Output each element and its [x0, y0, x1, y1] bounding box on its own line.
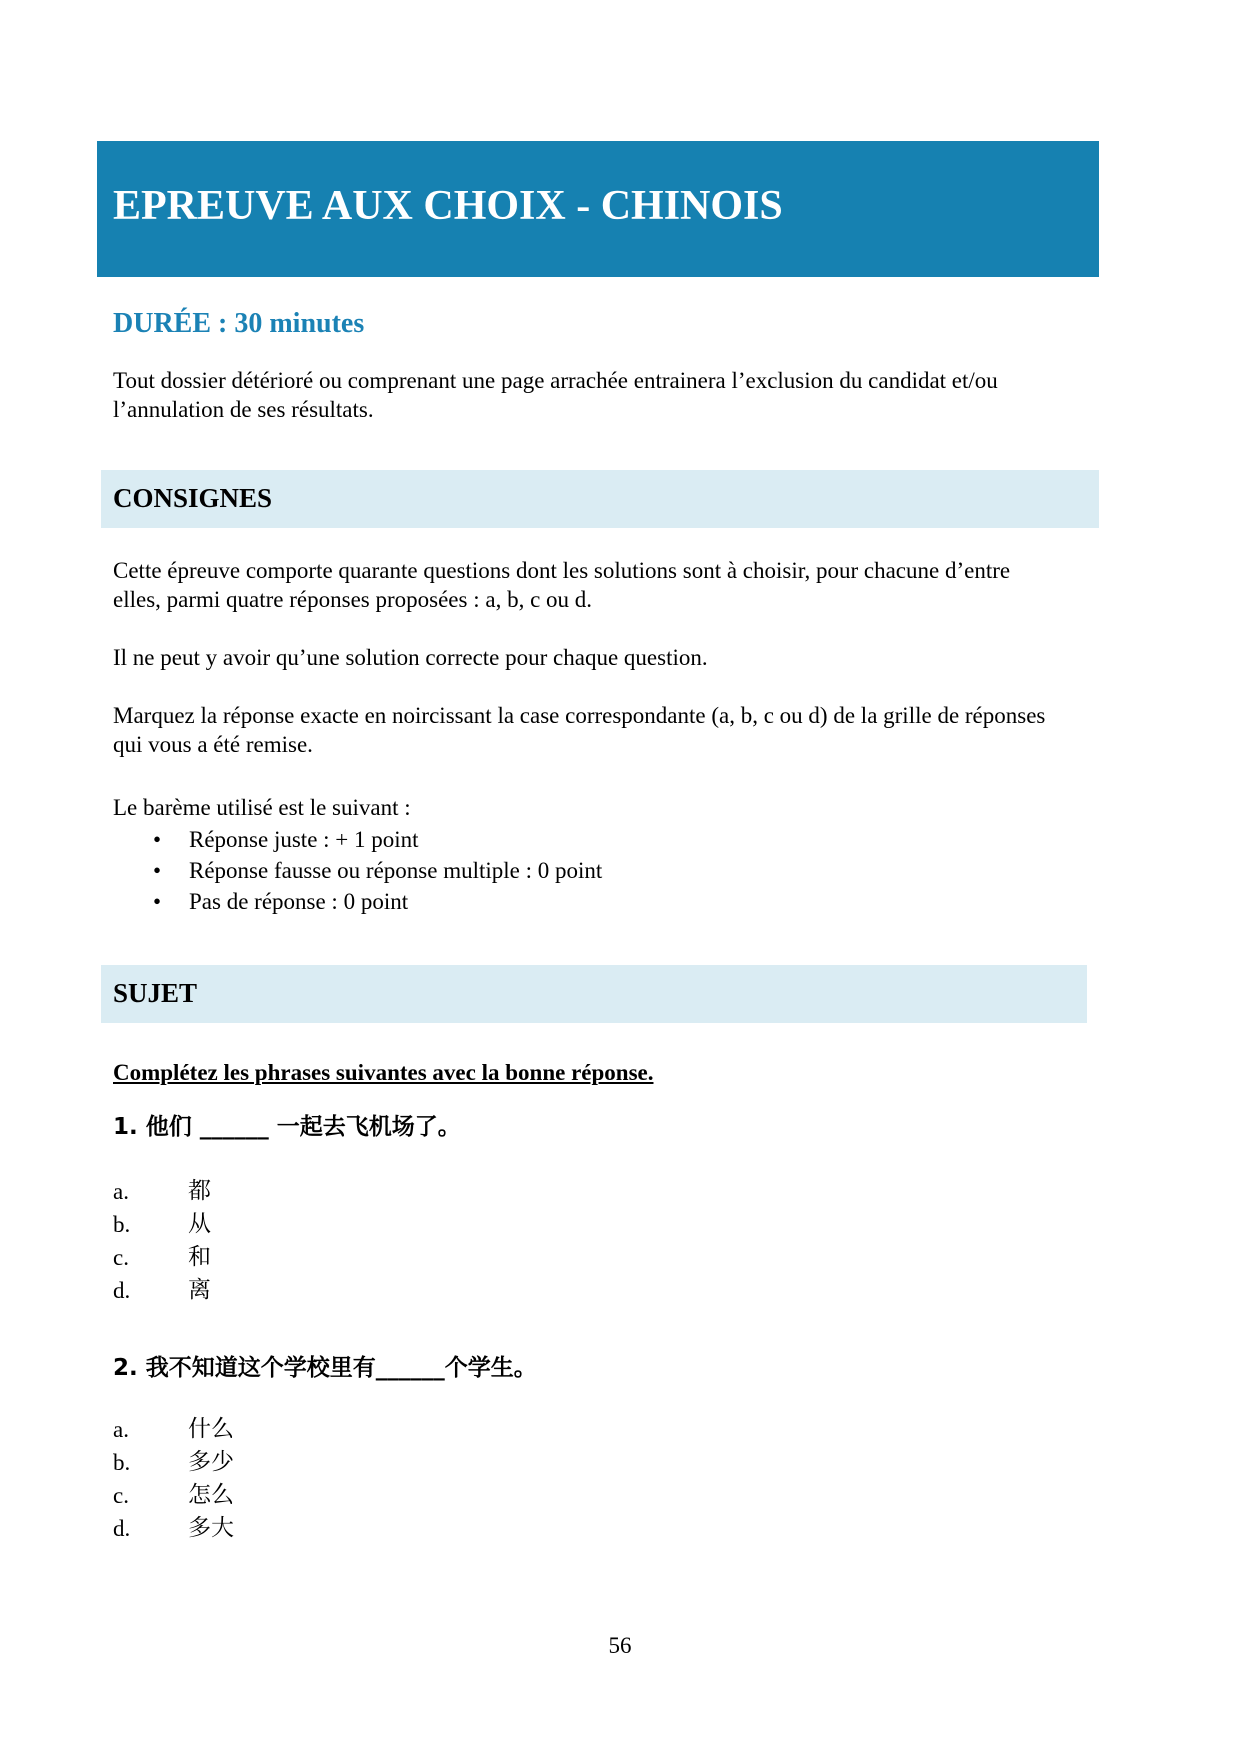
option-letter: d. [113, 1278, 131, 1303]
option-text: 怎么 [188, 1482, 234, 1508]
option-text: 都 [188, 1178, 211, 1204]
question-2-prompt: 2. 我不知道这个学校里有______个学生。 [113, 1355, 537, 1381]
consignes-heading: CONSIGNES [113, 483, 273, 513]
option-text: 离 [188, 1277, 211, 1303]
duration-label: DURÉE : 30 minutes [113, 308, 365, 339]
option-text: 多大 [188, 1515, 234, 1541]
consignes-p1-line-1: Cette épreuve comporte quarante questions dont les solutions sont à choisir, pour chacune d’entre [113, 558, 1011, 583]
bullet-icon: • [153, 858, 162, 883]
bareme-item: • Réponse fausse ou réponse multiple : 0 point [113, 855, 602, 886]
warning-line-1: Tout dossier détérioré ou comprenant une page arrachée entrainera l’exclusion du candidat et/ou [113, 368, 998, 393]
bullet-icon: • [153, 889, 162, 914]
sujet-heading: SUJET [113, 978, 198, 1008]
page-number: 56 [608, 1633, 632, 1658]
bareme-intro: Le barème utilisé est le suivant : [113, 795, 411, 820]
consignes-p3-line-2: qui vous a été remise. [113, 732, 313, 757]
option-letter: a. [113, 1417, 129, 1442]
consignes-paragraph-2: Il ne peut y avoir qu’une solution correcte pour chaque question. [113, 645, 708, 670]
option-letter: d. [113, 1516, 131, 1541]
option-text: 从 [188, 1211, 211, 1237]
consignes-paragraph-3 [113, 701, 1143, 759]
consignes-section-header [101, 470, 1099, 528]
bareme-item: • Réponse juste : + 1 point [113, 824, 602, 855]
consignes-p3-line-1: Marquez la réponse exacte en noircissant la case correspondante (a, b, c ou d) de la grille de réponses [113, 703, 1046, 728]
option-letter: a. [113, 1179, 129, 1204]
title-banner [97, 141, 1099, 277]
bareme-list [113, 824, 602, 917]
option-text: 和 [188, 1244, 211, 1270]
page-title: EPREUVE AUX CHOIX - CHINOIS [113, 183, 783, 229]
consignes-paragraph-1 [113, 556, 1143, 614]
option-text: 什么 [188, 1416, 234, 1442]
option-letter: c. [113, 1483, 129, 1508]
option-letter: b. [113, 1450, 131, 1475]
warning-paragraph [113, 366, 1143, 424]
consignes-p1-line-2: elles, parmi quatre réponses proposées : a, b, c ou d. [113, 587, 593, 612]
sujet-section-header [101, 965, 1087, 1023]
sujet-instruction: Complétez les phrases suivantes avec la bonne réponse. [113, 1060, 654, 1085]
bareme-item: • Pas de réponse : 0 point [113, 886, 602, 917]
option-text: 多少 [188, 1449, 234, 1475]
option-letter: b. [113, 1212, 131, 1237]
option-letter: c. [113, 1245, 129, 1270]
question-1-prompt: 1. 他们 ______ 一起去飞机场了。 [113, 1114, 461, 1140]
warning-line-2: l’annulation de ses résultats. [113, 397, 374, 422]
bullet-icon: • [153, 827, 162, 852]
